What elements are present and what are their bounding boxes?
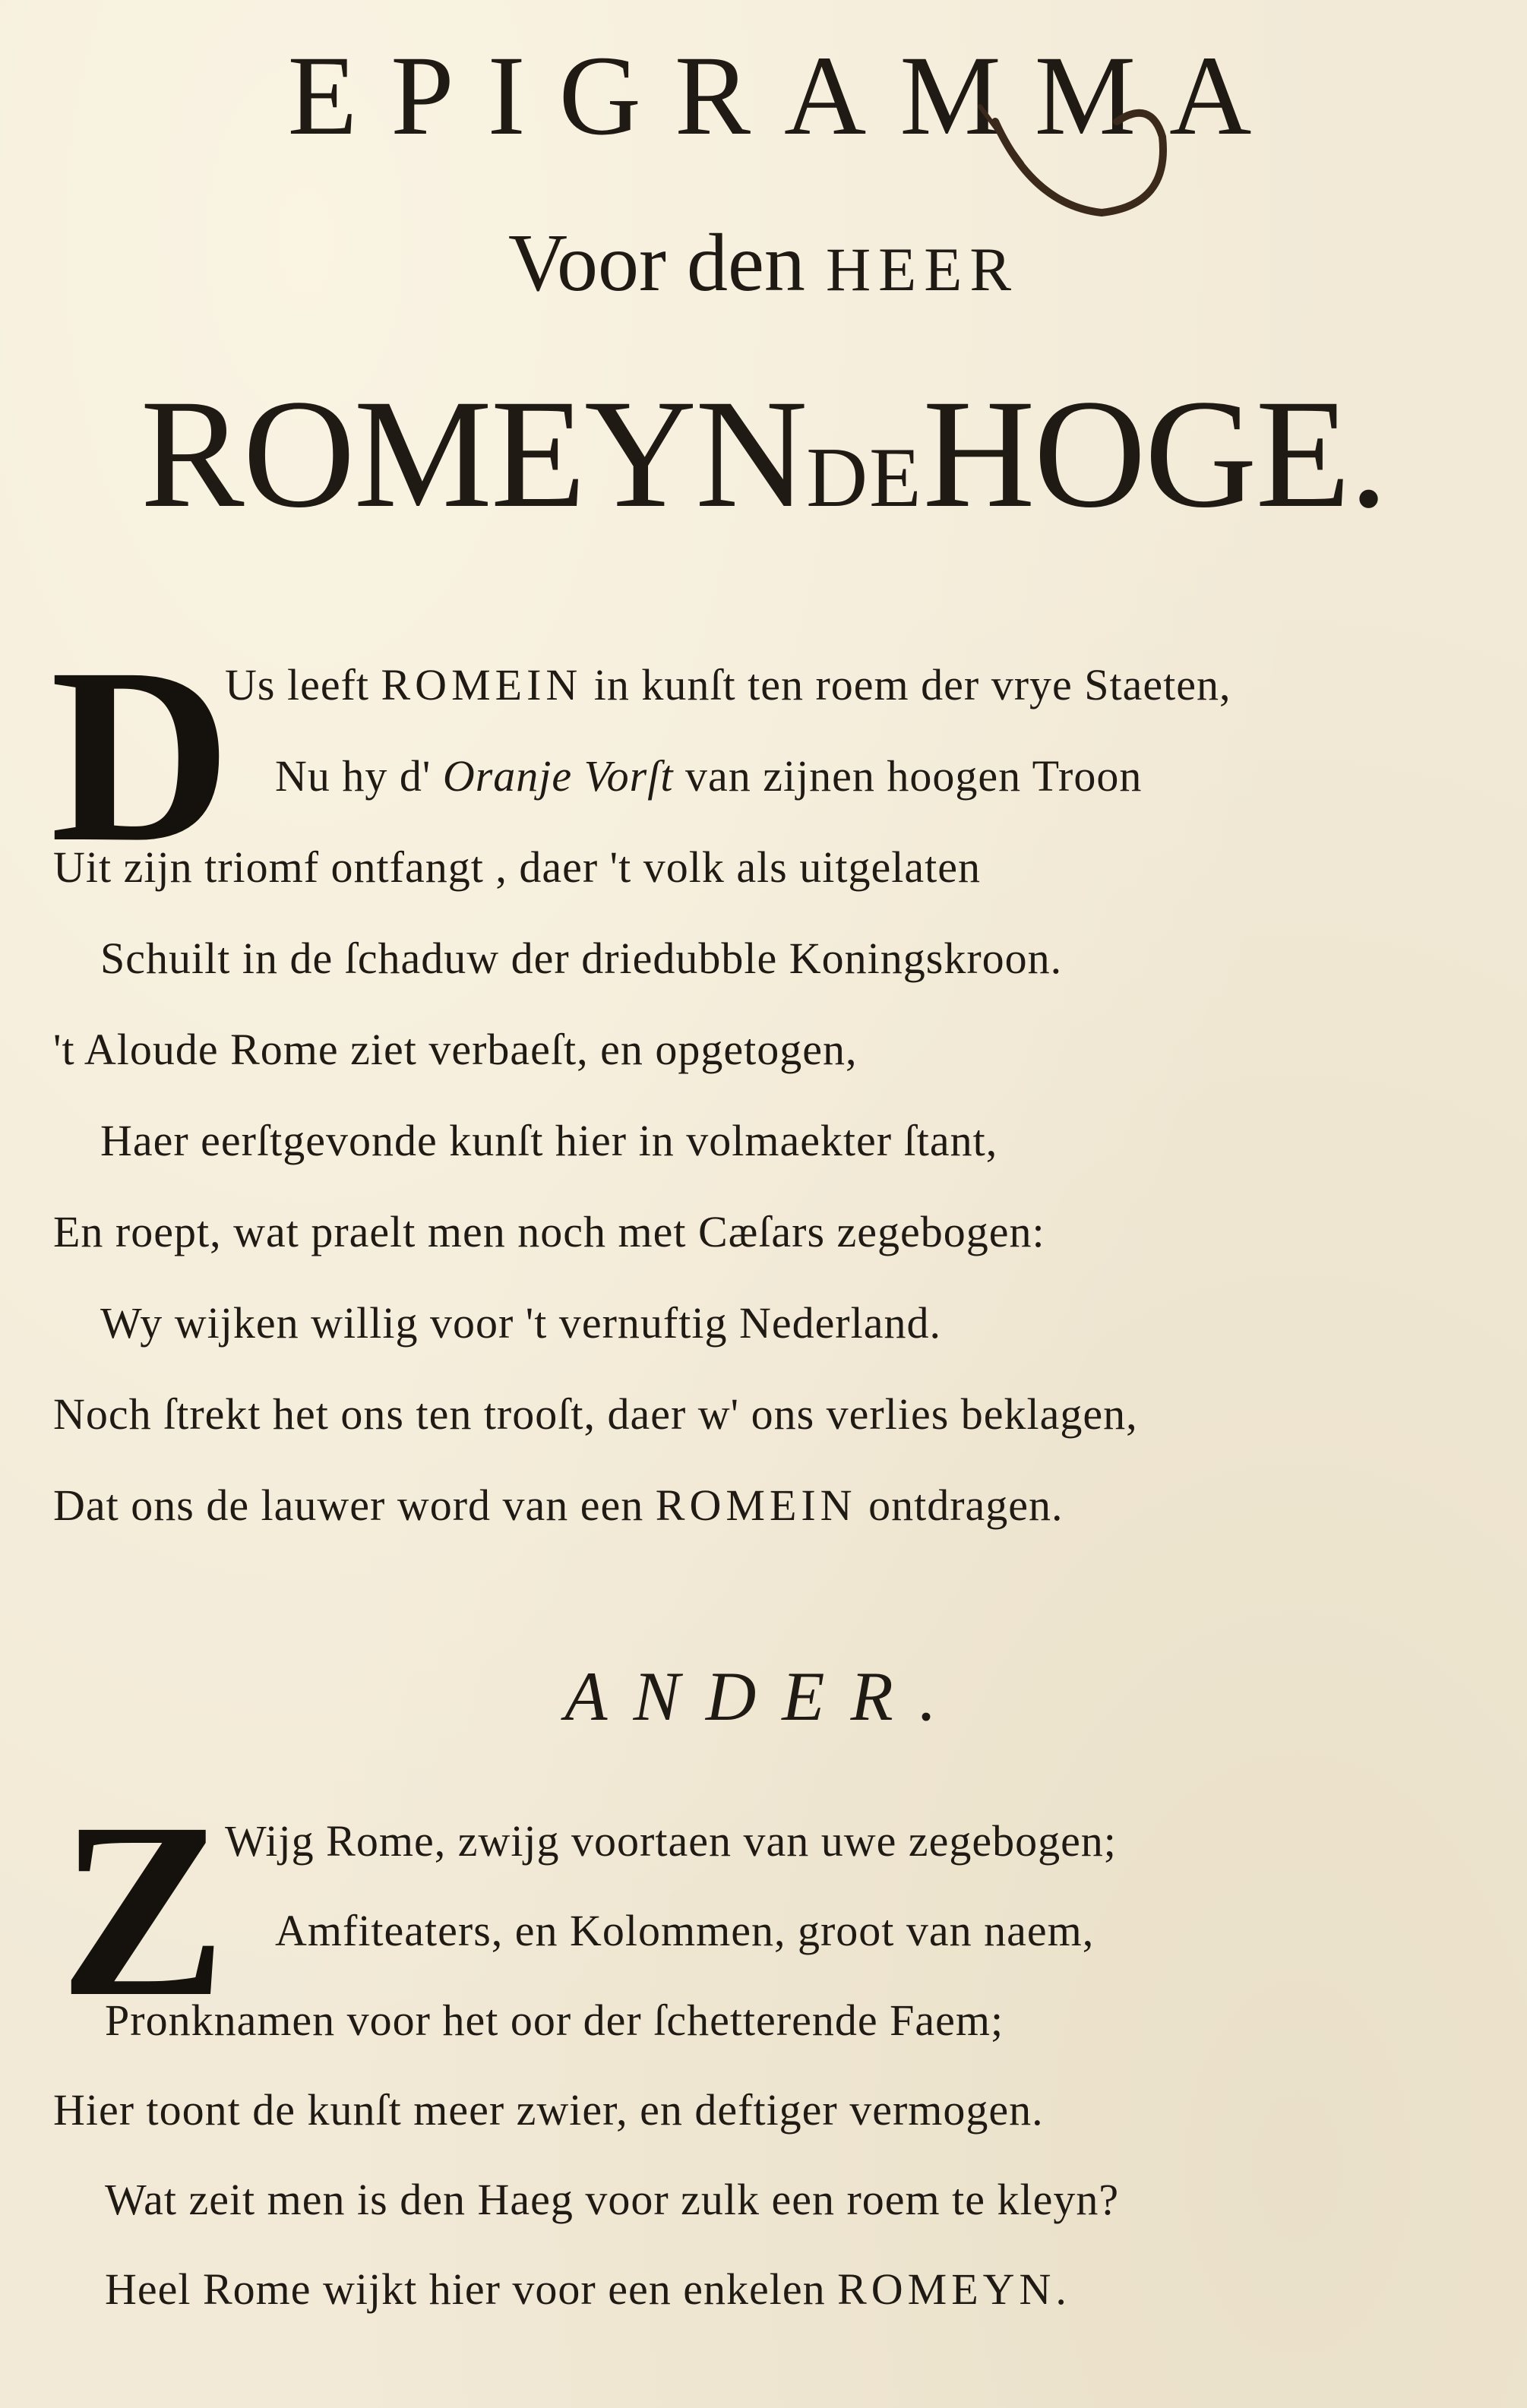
poem2-line-5: Wat zeit men is den Haeg voor zulk een roem te kleyn? [105,2175,1120,2224]
dropcap-d: D [50,617,232,894]
poem2-line-6: Heel Rome wijkt hier voor een enkelen ROMEYN. [105,2264,1067,2314]
poem1-line-9: Noch ſtrekt het ons ten trooſt, daer w' ons verlies beklagen, [53,1389,1138,1439]
handwritten-ink-mark [950,91,1200,228]
poem2-line-1: Wijg Rome, zwijg voortaen van uwe zegebogen; [225,1816,1117,1866]
poem1-line-6: Haer eerſtgevonde kunſt hier in volmaekter ſtant, [100,1116,998,1165]
title-epigramma: EPIGRAMMA [287,33,1285,159]
subtitle-voor-den-heer: Voor den HEER [507,218,1020,308]
poem1-line-7: En roept, wat praelt men noch met Cæſars zegebogen: [53,1207,1045,1256]
poem1-line-8: Wy wijken willig voor 't vernuftig Nederland. [100,1298,941,1348]
poem1-line-4: Schuilt in de ſchaduw der driedubble Koningskroon. [100,934,1063,983]
subtitle-romeyn-de-hoge: ROMEYNDEHOGE. [140,368,1387,540]
poem2-line-3: Pronknamen voor het oor der ſchetterende Faem; [105,1996,1004,2045]
dropcap-z: Z [59,1771,227,2049]
poem1-line-1: Us leeft ROMEIN in kunſt ten roem der vrye Staeten, [225,660,1231,709]
poem2-line-2: Amfiteaters, en Kolommen, groot van naem, [275,1906,1095,1955]
section-heading-ander: ANDER. [564,1657,963,1735]
poem1-line-2: Nu hy d' Oranje Vorſt van zijnen hoogen Troon [275,751,1143,801]
poem1-line-3: Uit zijn triomf ontfangt , daer 't volk als uitgelaten [53,842,981,892]
poem2-line-4: Hier toont de kunſt meer zwier, en deftiger vermogen. [53,2085,1044,2135]
poem1-line-10: Dat ons de lauwer word van een ROMEIN ontdragen. [53,1481,1064,1530]
poem1-line-5: 't Aloude Rome ziet verbaeſt, en opgetogen, [53,1025,858,1074]
